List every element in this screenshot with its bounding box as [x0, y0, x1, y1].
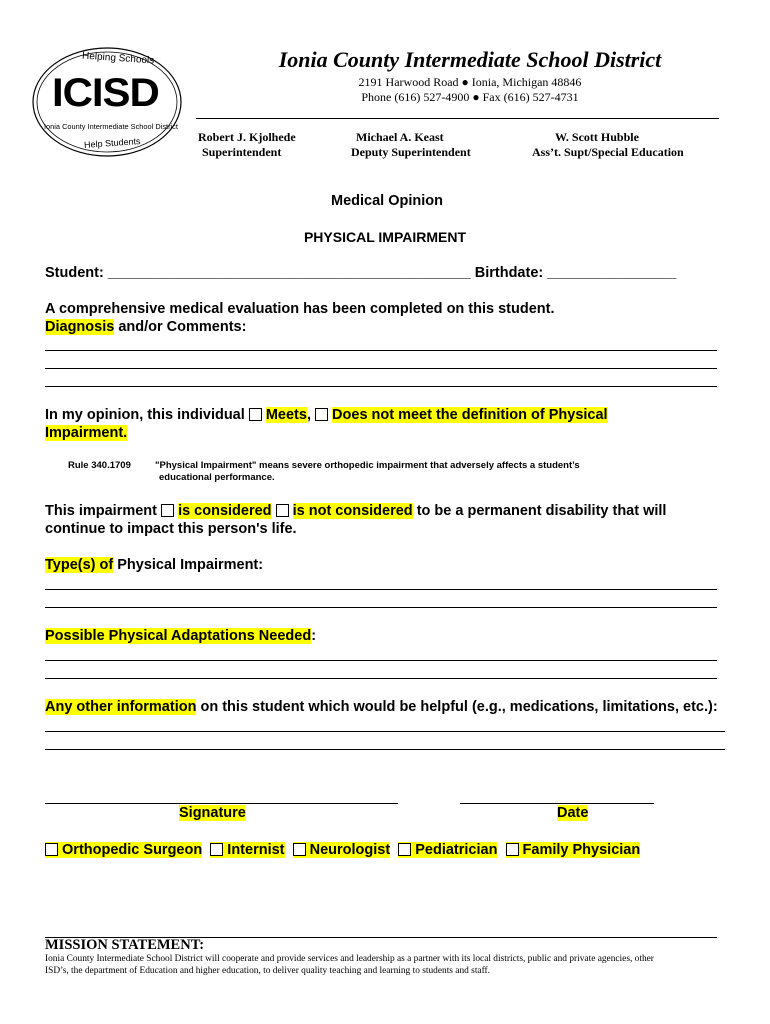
adaptations-line-2[interactable]	[45, 678, 717, 679]
mission-heading: MISSION STATEMENT:	[45, 937, 205, 953]
neurologist-label: Neurologist	[309, 842, 391, 858]
adaptations-label: Possible Physical Adaptations Needed	[45, 628, 312, 644]
adaptations-heading	[45, 627, 316, 645]
internist-label: Internist	[227, 842, 285, 858]
logo-acronym: ICISD	[52, 71, 159, 115]
impairment-label: Impairment.	[45, 425, 128, 441]
physician-option-neurologist[interactable]	[293, 842, 391, 858]
logo-bottom-text: Help Students	[83, 136, 141, 150]
family-physician-checkbox[interactable]	[506, 843, 519, 856]
physician-type-row	[45, 841, 640, 859]
adaptations-colon: :	[311, 628, 317, 644]
official-2-name: Michael A. Keast	[356, 130, 444, 144]
district-logo	[30, 45, 185, 160]
opinion-statement	[45, 406, 608, 424]
family-physician-label: Family Physician	[522, 842, 641, 858]
pediatrician-label: Pediatrician	[415, 842, 498, 858]
does-not-meet-label: Does not meet the definition of Physical	[332, 407, 608, 423]
official-3-title: Ass’t. Supt/Special Education	[532, 145, 684, 159]
signature-label-text: Signature	[179, 805, 246, 821]
permanence-statement	[45, 502, 666, 520]
permanence-line-2: continue to impact this person's life.	[45, 521, 297, 537]
evaluation-statement: A comprehensive medical evaluation has been completed on this student.	[45, 301, 555, 317]
neurologist-checkbox[interactable]	[293, 843, 306, 856]
adaptations-line-1[interactable]	[45, 660, 717, 661]
opinion-line-2	[45, 424, 127, 442]
is-not-considered-label: is not considered	[292, 503, 413, 519]
date-line[interactable]	[460, 803, 654, 804]
permanence-rest: to be a permanent disability that will	[412, 503, 667, 519]
district-title: Ionia County Intermediate School District	[278, 47, 662, 72]
official-1-name: Robert J. Kjolhede	[198, 130, 296, 144]
does-not-meet-checkbox[interactable]	[315, 408, 328, 421]
permanence-lead: This impairment	[45, 503, 162, 519]
official-2-title: Deputy Superintendent	[351, 145, 471, 159]
physician-option-pediatrician[interactable]	[398, 842, 497, 858]
student-name-field[interactable]: _____________________________________________	[107, 265, 471, 281]
form-subheading: PHYSICAL IMPAIRMENT	[303, 229, 467, 245]
signature-line[interactable]	[45, 803, 398, 804]
types-heading	[45, 556, 263, 574]
rule-label: Rule 340.1709	[68, 460, 131, 471]
birthdate-label: Birthdate:	[470, 265, 548, 281]
district-address: 2191 Harwood Road ● Ionia, Michigan 48846	[358, 75, 582, 89]
mission-text-2: ISD’s, the department of Education and higher education, to deliver quality teaching and learning to students and staff.	[45, 966, 491, 976]
header-divider	[196, 118, 719, 119]
meets-checkbox[interactable]	[249, 408, 262, 421]
types-label-highlight: Type(s) of	[45, 557, 114, 573]
diagnosis-line-1[interactable]	[45, 350, 717, 351]
diagnosis-label-rest: and/or Comments:	[114, 319, 247, 335]
is-not-considered-checkbox[interactable]	[276, 504, 289, 517]
logo-top-text: Helping Schools	[81, 50, 155, 67]
other-info-label-rest: on this student which would be helpful (e.g., medications, limitations, etc.):	[196, 699, 718, 715]
physician-option-orthopedic[interactable]	[45, 842, 202, 858]
date-label-text: Date	[557, 805, 589, 821]
other-info-line-2[interactable]	[45, 749, 725, 750]
student-birthdate-row	[45, 264, 676, 282]
physician-option-internist[interactable]	[210, 842, 284, 858]
diagnosis-label: Diagnosis	[45, 319, 115, 335]
diagnosis-line-2[interactable]	[45, 368, 717, 369]
form-heading: Medical Opinion	[331, 193, 443, 209]
district-phone-fax: Phone (616) 527-4900 ● Fax (616) 527-4731	[361, 90, 579, 104]
student-label: Student:	[45, 265, 108, 281]
rule-text-1: "Physical Impairment" means severe orthopedic impairment that adversely affects a student’s	[155, 460, 580, 471]
types-label-rest: Physical Impairment:	[113, 557, 264, 573]
orthopedic-label: Orthopedic Surgeon	[62, 842, 203, 858]
physician-option-family[interactable]	[506, 842, 641, 858]
is-considered-label: is considered	[178, 503, 272, 519]
birthdate-field[interactable]: ________________	[547, 265, 677, 281]
official-3-name: W. Scott Hubble	[555, 130, 639, 144]
diagnosis-heading	[45, 318, 246, 336]
other-info-heading	[45, 698, 718, 716]
types-line-1[interactable]	[45, 589, 717, 590]
other-info-line-1[interactable]	[45, 731, 725, 732]
signature-label	[179, 805, 246, 821]
orthopedic-checkbox[interactable]	[45, 843, 58, 856]
date-label	[557, 805, 588, 821]
meets-label: Meets	[265, 407, 307, 423]
pediatrician-checkbox[interactable]	[398, 843, 411, 856]
rule-text-2: educational performance.	[159, 472, 275, 483]
logo-full-name: Ionia County Intermediate School District	[44, 122, 178, 131]
opinion-lead: In my opinion, this individual	[45, 407, 249, 423]
types-line-2[interactable]	[45, 607, 717, 608]
internist-checkbox[interactable]	[210, 843, 223, 856]
diagnosis-line-3[interactable]	[45, 386, 717, 387]
other-info-label: Any other information	[45, 699, 197, 715]
is-considered-checkbox[interactable]	[161, 504, 174, 517]
opinion-comma: ,	[306, 407, 316, 423]
official-1-title: Superintendent	[202, 145, 282, 159]
mission-text-1: Ionia County Intermediate School District will cooperate and provide services and leadership as a partner with its local districts, public and private agencies, other	[45, 954, 654, 964]
